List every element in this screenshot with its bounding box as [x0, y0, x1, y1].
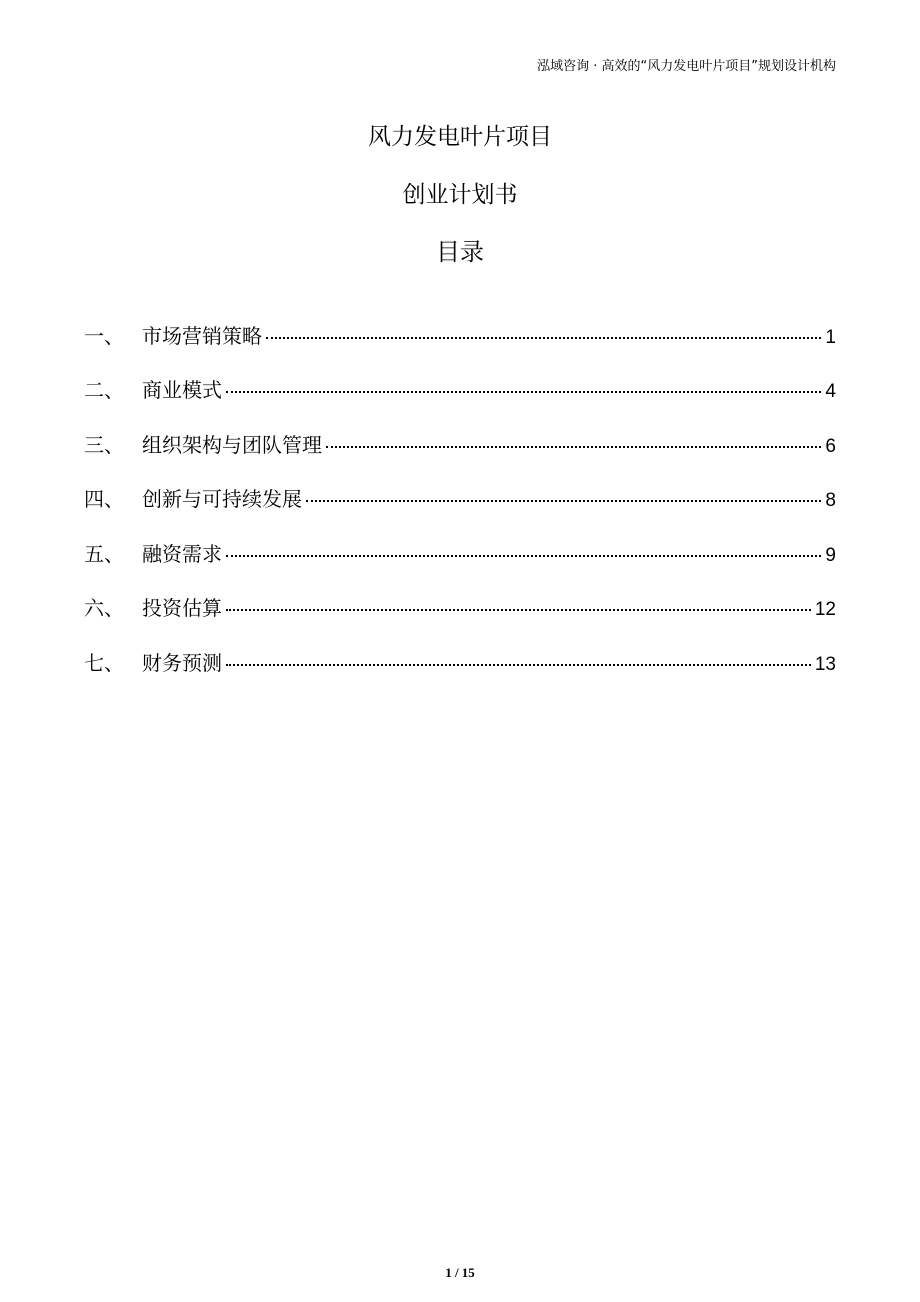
toc-entry[interactable]: [84, 513, 836, 568]
table-of-contents: [84, 295, 836, 677]
toc-dot-leader: [306, 500, 821, 502]
toc-entry-number: 三、: [84, 432, 124, 457]
page-header: 泓域咨询 · 高效的“风力发电叶片项目”规划设计机构: [537, 59, 836, 74]
toc-dot-leader: [266, 337, 821, 339]
toc-entry-page: 12: [814, 599, 836, 620]
toc-entry[interactable]: [84, 622, 836, 677]
toc-entry[interactable]: [84, 568, 836, 623]
toc-dot-leader: [226, 664, 811, 666]
toc-heading: 目录: [436, 238, 484, 266]
toc-entry[interactable]: [84, 459, 836, 514]
toc-entry[interactable]: [84, 295, 836, 350]
toc-entry-number: 七、: [84, 650, 124, 675]
document-subtitle: 创业计划书: [402, 182, 518, 208]
toc-entry-page: 8: [825, 490, 836, 511]
toc-dot-leader: [226, 555, 821, 557]
document-title: 风力发电叶片项目: [368, 124, 552, 150]
toc-dot-leader: [226, 609, 811, 611]
toc-entry-label: 组织架构与团队管理: [142, 432, 322, 457]
toc-entry-page: 4: [825, 381, 836, 402]
toc-entry-number: 二、: [84, 378, 124, 402]
toc-entry-number: 六、: [84, 596, 124, 620]
toc-entry-page: 6: [825, 435, 836, 457]
toc-dot-leader: [326, 446, 821, 448]
toc-entry-number: 四、: [84, 487, 124, 511]
toc-entry-number: 五、: [84, 541, 124, 566]
toc-entry[interactable]: [84, 350, 836, 405]
toc-dot-leader: [226, 391, 821, 393]
toc-entry[interactable]: [84, 404, 836, 459]
toc-entry-label: 创新与可持续发展: [142, 487, 302, 511]
toc-entry-page: 13: [814, 653, 836, 675]
toc-entry-label: 商业模式: [142, 378, 222, 402]
page-number: 1 / 15: [445, 1265, 475, 1280]
toc-entry-number: 一、: [84, 323, 124, 348]
toc-entry-page: 1: [825, 326, 836, 348]
toc-entry-label: 投资估算: [142, 596, 222, 620]
toc-entry-label: 市场营销策略: [142, 323, 262, 348]
toc-entry-label: 融资需求: [142, 541, 222, 566]
toc-entry-label: 财务预测: [142, 650, 222, 675]
toc-entry-page: 9: [825, 544, 836, 566]
